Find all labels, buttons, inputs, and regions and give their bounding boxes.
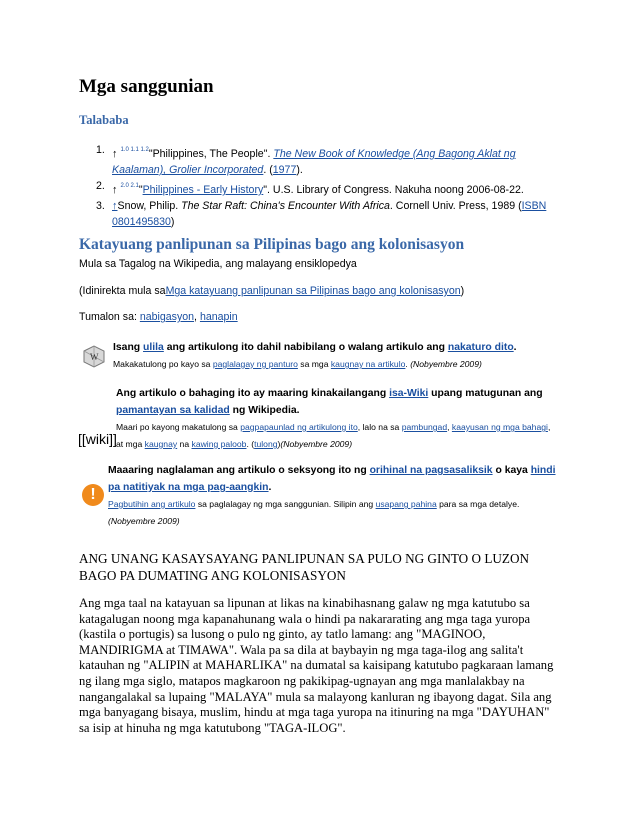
wiki-brackets-icon: [[wiki]] — [78, 431, 117, 447]
pamantayan-link[interactable]: pamantayan sa kalidad — [116, 405, 230, 416]
notice-text: ) — [277, 439, 281, 449]
ulila-link[interactable]: ulila — [143, 342, 164, 353]
caps-heading: ANG UNANG KASAYSAYANG PANLIPUNAN SA PULO NG GINTO O LUZON BAGO PA DUMATING ANG KOLONISASYON — [79, 551, 529, 583]
up-arrow-icon[interactable]: ↑ — [112, 148, 118, 160]
reference-link[interactable]: Philippines - Early History — [142, 184, 264, 196]
reference-text: . Cornell Univ. Press, 1989 ( — [389, 200, 522, 212]
notice-text: sa mga — [297, 359, 331, 369]
reference-link[interactable]: The New Book of Knowledge (Ang Bagong Aklat ng Kaalaman), Grolier Incorporated — [112, 148, 516, 176]
svg-text:W: W — [90, 352, 99, 362]
notice-text: . ( — [246, 439, 255, 449]
reference-text: . ( — [263, 164, 273, 176]
notice-text: Isang — [113, 342, 144, 353]
wikify-notice-main — [116, 385, 556, 419]
from-line: Mula sa Tagalog na Wikipedia, ang malayang ensiklopedya — [79, 258, 357, 270]
notice-date: (Nobyembre 2009) — [108, 516, 180, 526]
original-research-notice — [108, 462, 556, 530]
references-list — [79, 142, 549, 230]
section-heading: Katayuang panlipunan sa Pilipinas bago ang kolonisasyon — [79, 236, 465, 253]
reference-item — [79, 178, 549, 198]
wikify-notice — [116, 385, 556, 453]
search-link[interactable]: hanapin — [199, 311, 238, 323]
book-title: The Star Raft: China's Encounter With Africa — [181, 200, 390, 212]
nakaturo-link[interactable]: nakaturo dito — [447, 342, 514, 353]
notice-text: Maari po kayong makatulong sa — [116, 422, 241, 432]
reference-number: 3. — [96, 200, 105, 212]
page-title: Mga sanggunian — [79, 76, 214, 97]
pambungad-link[interactable]: pambungad — [401, 422, 448, 432]
notice-text: . — [268, 482, 272, 493]
notice-text: Makakatulong po kayo sa — [113, 359, 213, 369]
backref-links[interactable]: 2.0 2.1 — [120, 183, 139, 189]
redirect-suffix: ) — [460, 285, 465, 297]
notice-date: (Nobyembre 2009) — [410, 359, 482, 369]
notice-text: o kaya — [492, 465, 531, 476]
research-notice-main — [108, 462, 556, 496]
reference-text: ) — [170, 216, 175, 228]
redirect-prefix: (Idinirekta mula sa — [79, 285, 166, 297]
warning-icon: ! — [82, 484, 104, 506]
reference-item — [79, 198, 549, 230]
reference-number: 1. — [96, 144, 105, 156]
hindi-pa-natitiyak-link[interactable]: hindi pa natitiyak na mga pag-aangkin — [108, 465, 556, 493]
kawing-paloob-link[interactable]: kawing paloob — [191, 439, 247, 449]
up-arrow-icon[interactable]: ↑ — [112, 200, 118, 212]
jump-line — [79, 311, 238, 323]
notice-text: , lalo na sa — [357, 422, 402, 432]
redirect-line — [79, 285, 464, 297]
notice-text: para sa mga detalye. — [436, 499, 520, 509]
puzzle-icon — [80, 343, 108, 369]
nav-link[interactable]: nabigasyon — [139, 311, 195, 323]
orihinal-link[interactable]: orihinal na pagsasaliksik — [369, 465, 493, 476]
backref-links[interactable]: 1.0 1.1 1.2 — [120, 147, 149, 153]
reference-item — [79, 142, 549, 178]
notice-date: (Nobyembre 2009) — [280, 439, 353, 449]
reference-text: ". U.S. Library of Congress. Nakuha noong 2006-08-22. — [263, 184, 524, 196]
notice-text: Ang artikulo o bahaging ito ay maaring kinakailangang — [116, 388, 390, 399]
orphan-notice — [113, 339, 553, 373]
notice-text: , — [447, 422, 452, 432]
redirect-link[interactable]: Mga katayuang panlipunan sa Pilipinas bago ang kolonisasyon — [165, 285, 461, 297]
usapang-pahina-link[interactable]: usapang pahina — [375, 499, 437, 509]
reference-text: " — [138, 184, 143, 196]
research-notice-sub — [108, 496, 556, 530]
up-arrow-icon[interactable]: ↑ — [112, 184, 118, 196]
notice-text: . — [405, 359, 411, 369]
notice-text: ang artikulong ito dahil nabibilang o walang artikulo ang — [163, 342, 448, 353]
notice-text: ng Wikipedia. — [229, 405, 300, 416]
kaayusan-link[interactable]: kaayusan ng mga bahagi — [451, 422, 548, 432]
isbn-link[interactable]: ISBN 0801495830 — [112, 200, 547, 228]
kaugnay-link[interactable]: kaugnay na artikulo — [330, 359, 406, 369]
tulong-link[interactable]: tulong — [254, 439, 278, 449]
isa-wiki-link[interactable]: isa-Wiki — [389, 388, 429, 399]
reference-text: ). — [296, 164, 303, 176]
notice-text: na — [177, 439, 192, 449]
panturo-link[interactable]: paglalagay ng panturo — [212, 359, 298, 369]
notice-text: , at mga — [116, 422, 551, 449]
orphan-notice-sub — [113, 356, 553, 373]
notice-text: Maaaring naglalaman ang artikulo o seksyong ito ng — [108, 465, 370, 476]
orphan-notice-main — [113, 339, 553, 356]
notice-text: sa paglalagay ng mga sanggunian. Silipin ang — [195, 499, 376, 509]
jump-prefix: Tumalon sa: — [79, 311, 140, 323]
pagbutihin-link[interactable]: Pagbutihin ang artikulo — [108, 499, 196, 509]
year-link[interactable]: 1977 — [272, 164, 297, 176]
pagpapaunlad-link[interactable]: pagpapaunlad ng artikulong ito — [240, 422, 358, 432]
talababa-heading: Talababa — [79, 113, 129, 127]
notice-text: upang matugunan ang — [428, 388, 543, 399]
jump-separator: , — [194, 311, 200, 323]
wikify-notice-sub — [116, 419, 556, 453]
reference-text: "Philippines, The People". — [148, 148, 274, 160]
body-paragraph: Ang mga taal na katayuan sa lipunan at likas na kinabihasnang galaw ng mga katutubo sa katagalugan noong mga kapanahunang wala o hindi pa nakararating ang mga taga yuropa (kastila o portugis) sa lusong o pulo ng ginto, ay tatlo lamang: ang "MAGINOO, MANDIRIGMA at TIMAWA". Wala pa sa dila at baybayin ng mga taga-ilog ang salita't katauhan ng "ALIPIN at MAHARLIKA" na dumatal sa kaisipang katutubo pagkaraan lamang ng ilang mga siglo, matapos magkaroon ng pakikipag-ugnayan ang mga manlalakbay na nangangalakal sa lupaing "MALAYA" mula sa malayong kanluran ng ibayong dagat. Sila ang mga banyagang bisaya, muslim, hindu at mga taga yuropa na itinuring na mga "DAYUHAN" sa isip at hinuha ng mga katutubong "TAGA-ILOG". — [79, 596, 554, 735]
reference-text: Snow, Philip. — [117, 200, 182, 212]
notice-text: . — [513, 342, 517, 353]
reference-number: 2. — [96, 180, 105, 192]
kaugnay-link[interactable]: kaugnay — [144, 439, 178, 449]
